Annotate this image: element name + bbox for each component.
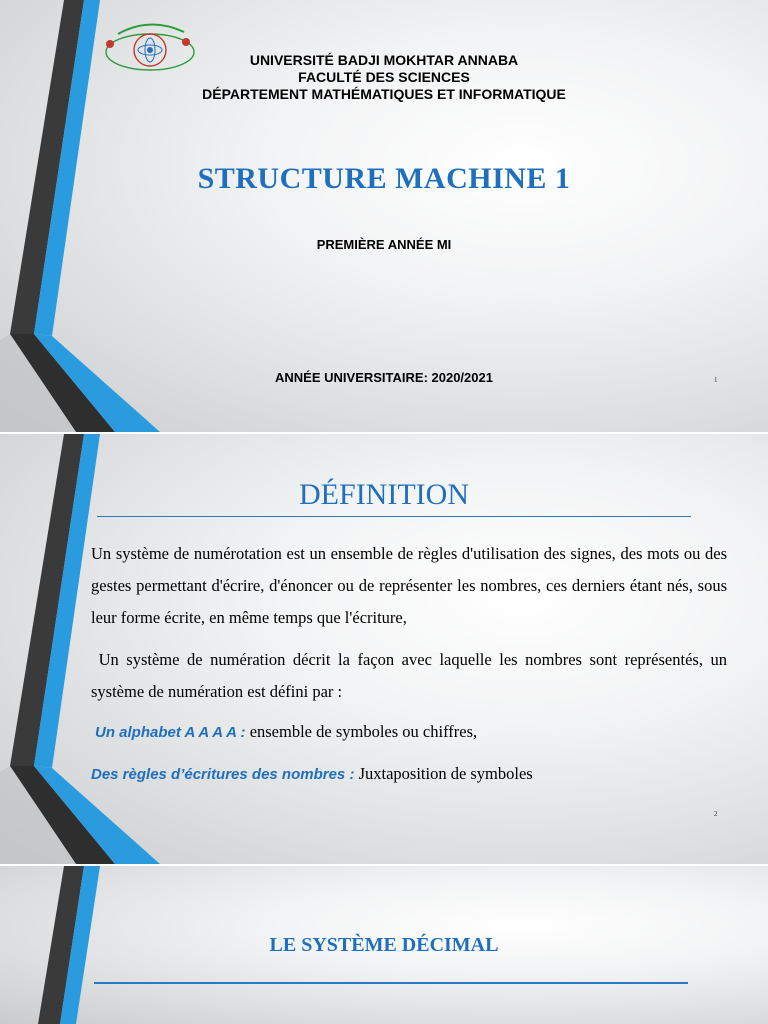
course-title: STRUCTURE MACHINE 1	[197, 162, 571, 195]
department-name: DÉPARTEMENT MATHÉMATIQUES ET INFORMATIQUE	[202, 86, 566, 102]
academic-year: ANNÉE UNIVERSITAIRE: 2020/2021	[275, 370, 493, 385]
title-underline	[97, 516, 691, 517]
course-level: PREMIÈRE ANNÉE MI	[316, 237, 452, 252]
faculty-name: FACULTÉ DES SCIENCES	[298, 69, 470, 85]
university-name: UNIVERSITÉ BADJI MOKHTAR ANNABA	[249, 52, 519, 68]
alphabet-item	[95, 716, 725, 749]
definition-paragraph: Un système de numérotation est un ensemble de règles d'utilisation des signes, des mots ou des gestes permettant d'écrire, d'énoncer ou de représenter les nombres, ces derniers étant nés, sous leur forme écrite, en même temps que l'écriture,	[91, 544, 727, 627]
rules-desc: Juxtaposition de symboles	[354, 764, 533, 783]
decimal-slide	[0, 866, 768, 1024]
page-number: 1	[714, 376, 718, 384]
title-slide	[0, 0, 768, 432]
slide-title: DÉFINITION	[299, 478, 469, 511]
alphabet-desc: ensemble de symboles ou chiffres,	[245, 722, 478, 741]
numeration-paragraph: Un système de numération décrit la façon avec laquelle les nombres sont représentés, un système de numération est défini par :	[91, 650, 732, 701]
title-underline	[94, 982, 688, 984]
definition-slide	[0, 434, 768, 864]
alphabet-term: Un alphabet A A A A :	[95, 724, 246, 741]
rules-item	[91, 758, 725, 791]
page-number: 2	[714, 810, 718, 818]
slide-title: LE SYSTÈME DÉCIMAL	[269, 934, 499, 956]
rules-term: Des règles d’écritures des nombres :	[91, 766, 355, 783]
